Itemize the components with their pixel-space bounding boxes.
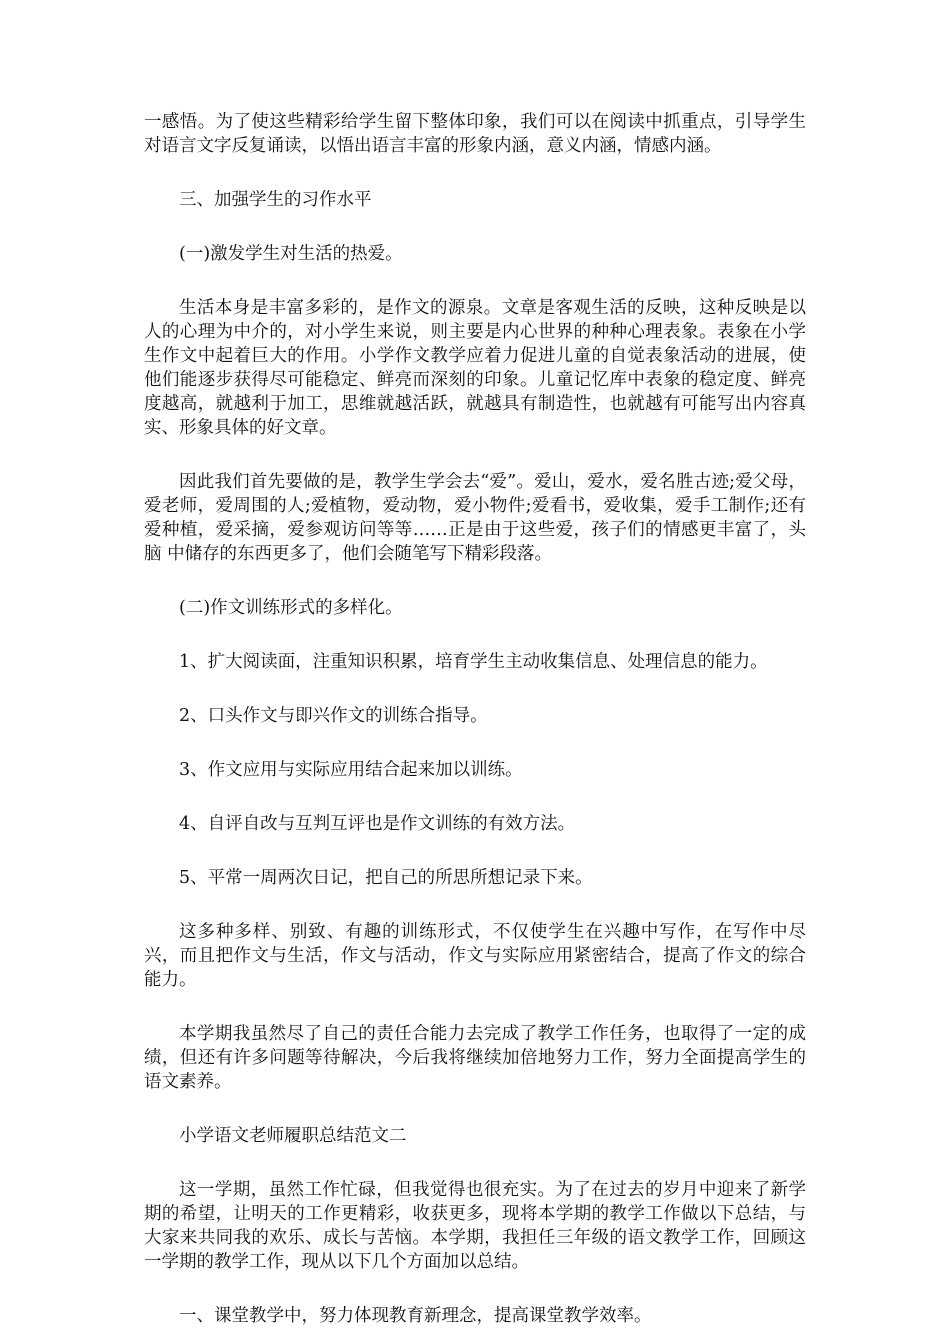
article-title: 小学语文老师履职总结范文二 [179,1126,407,1146]
list-item: 3、作文应用与实际应用结合起来加以训练。 [179,760,523,780]
list-item: 4、自评自改与互判互评也是作文训练的有效方法。 [179,814,576,834]
list-item: 2、口头作文与即兴作文的训练合指导。 [179,706,488,726]
paragraph-continuation: 一感悟。为了使这些精彩给学生留下整体印象，我们可以在阅读中抓重点，引导学生对语言文字反复诵读，以悟出语言丰富的形象内涵，意义内涵，情感内涵。 [144,112,806,156]
paragraph: 这多种多样、别致、有趣的训练形式，不仅使学生在兴趣中写作，在写作中尽兴，而且把作文与生活，作文与活动，作文与实际应用紧密结合，提高了作文的综合能力。 [144,922,806,990]
section-heading: 三、加强学生的习作水平 [179,190,372,210]
paragraph: 因此我们首先要做的是，教学生学会去“爱”。爱山，爱水，爱名胜古迹;爱父母，爱老师，爱周围的人;爱植物，爱动物，爱小物件;爱看书，爱收集，爱手工制作;还有爱种植，爱采摘，爱参观访问等等……正是由于这些爱，孩子们的情感更丰富了，头脑 中储存的东西更多了，他们会随笔写下精彩段落。 [144,472,806,564]
list-item: 1、扩大阅读面，注重知识积累，培育学生主动收集信息、处理信息的能力。 [179,652,768,672]
list-item: 5、平常一周两次日记，把自己的所思所想记录下来。 [179,868,593,888]
subsection-heading: (二)作文训练形式的多样化。 [179,598,403,618]
section-heading: 一、课堂教学中，努力体现教育新理念，提高课堂教学效率。 [179,1306,652,1326]
subsection-heading: (一)激发学生对生活的热爱。 [179,244,403,264]
document-page [144,110,806,1328]
paragraph: 本学期我虽然尽了自己的责任合能力去完成了教学工作任务，也取得了一定的成绩，但还有许多问题等待解决，今后我将继续加倍地努力工作，努力全面提高学生的语文素养。 [144,1024,806,1092]
paragraph: 生活本身是丰富多彩的，是作文的源泉。文章是客观生活的反映，这种反映是以人的心理为中介的，对小学生来说，则主要是内心世界的种种心理表象。表象在小学生作文中起着巨大的作用。小学作文教学应着力促进儿童的自觉表象活动的进展，使他们能逐步获得尽可能稳定、鲜亮而深刻的印象。儿童记忆库中表象的稳定度、鲜亮度越高，就越利于加工，思维就越活跃，就越具有制造性，也就越有可能写出内容真实、形象具体的好文章。 [144,298,806,438]
paragraph: 这一学期，虽然工作忙碌，但我觉得也很充实。为了在过去的岁月中迎来了新学期的希望，让明天的工作更精彩，收获更多，现将本学期的教学工作做以下总结，与大家来共同我的欢乐、成长与苦恼。本学期，我担任三年级的语文教学工作，回顾这一学期的教学工作，现从以下几个方面加以总结。 [144,1180,806,1272]
